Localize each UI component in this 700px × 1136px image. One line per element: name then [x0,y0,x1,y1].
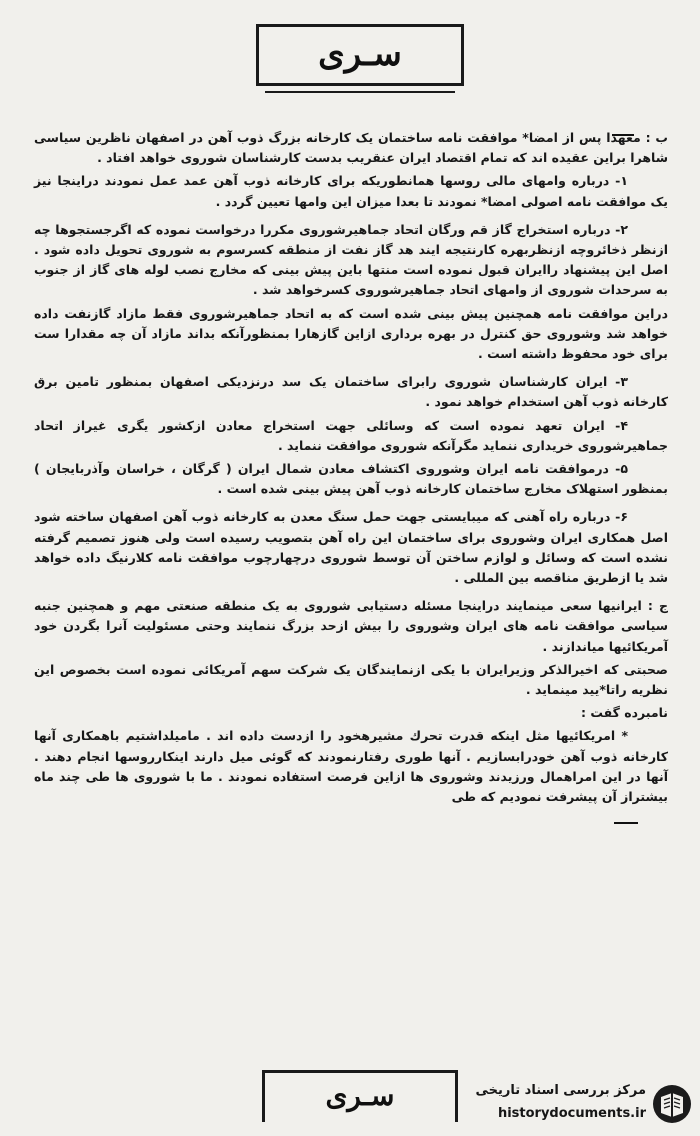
archive-logo [475,1080,692,1128]
paragraph-minister-talk: صحبتی که اخیرالذکر وزیرایران با یکی ازنمایندگان یک شرکت سهم آمریکائی نموده است بخصوص این نظریه راتا*یید مینماید . [34,661,668,698]
paragraph-item-4: ۴- ایران تعهد نموده است که وسائلی جهت استخراج معادن ازکشور یگری غیراز اتحاد جماهیرشوروی خریداری ننماید مگرآنکه شوروی موافقت ننماید . [34,417,668,453]
paragraph-he-said: نامبرده گفت : [581,705,668,721]
document-body [34,128,668,810]
underline-mark-j [614,822,638,824]
paragraph-item-3: ۳- ایران کارشناسان شوروی رابرای ساختمان یک سد درنزدیکی اصفهان بمنظور تامین برق کارخانه ذوب آهن استخدام خواهد نمود . [34,374,668,410]
paragraph-item-1: ۱- درباره وامهای مالی روسها همانطوریکه برای کارخانه ذوب آهن عمد عمل نمودند دراینجا نیز یک موافقت نامه اصولی امضا* نمودند تا بعدا میزان این وامها تعیین گردد . [34,173,668,209]
paragraph-item-2-cont: دراین موافقت نامه همچنین پیش بینی شده است که به اتحاد جماهیرشوروی فقط مازاد گازنفت داده خواهد شد وشوروی حق کنترل در بهره برداری ازاین گازهارا بمنظورآنکه بداند مازاد آن چه مقدارا ست برای خود محفوظ داشته است . [34,305,668,362]
paragraph-j: ج : ایرانیها سعی مینمایند دراینجا مسئله دستیابی شوروی به یک منطقه صنعتی مهم و همچنین جنبه سیاسی موافقت نامه های ایران وشوروی را بیش ازحد بزرگ ننمایند وحتی مسئولیت آنرا بگردن خود آمریکائیها میاندازند . [34,598,668,654]
paragraph-item-2: ۲- درباره استخراج گاز قم ورگان اتحاد جماهیرشوروی مکررا درخواست نموده که اگرجستجوها چه ازنظر ذخائروچه ازنظربهره کارنتیجه ایند هد گاز نفت از منطقه کسرسوم به شوروی تحویل داده شود . اصل این پیشنهاد راایران قبول نموده است منتها باین پیش بینی که مخارج نصب لوله های گاز از جنوب به سرحدات شوروی از وامهای اتحاد جماهیرشوروی کسرخواهد شد . [34,221,668,298]
paragraph-item-6: ۶- درباره راه آهنی که میبایستی جهت حمل سنگ معدن به کارخانه ذوب آهن اصفهان ساخته شود اصل همکاری ایران وشوروی برای ساختمان این راه آهن بتصویب رسیده است ولی هنوز تصمیم گرفته نشده است که وسائل و لوازم ساختن آن توسط شوروی درچهارچوب موافقت نامه کلارنیگ داده خواهد شد یا ازطریق مناقصه بین المللی . [34,509,668,586]
archive-logo-title: مرکز بررسی اسناد تاریخی [475,1083,646,1098]
archive-book-icon [652,1084,692,1124]
paragraph-quote: * امریکائیها مثل اینکه قدرت تحرك مشیرهخود را ازدست داده اند . ماميلداشتيم باهمکاری آنها کارخانه ذوب آهن خودرابسازیم . آنها طوری رفتارنمودند که گوئی میل دارند اینکارروسها انجام دهند . آنها در این امراهمال ورزیدند وشوروی ها ازاین فرصت استفاده نمودند . ما با شوروی ها طی چند ماه بیشتراز آن پیشرفت نمودیم که طی [34,728,668,805]
secret-stamp-top: سـری [256,24,464,86]
archive-logo-site: historydocuments.ir [497,1106,646,1121]
secret-stamp-bottom: سـری [262,1070,458,1122]
paragraph-item-5: ۵- درموافقت نامه ایران وشوروی اکتشاف معادن شمال ایران ( گرگان ، خراسان وآذربایجان ) بمنظور استهلاک مخارج ساختمان کارخانه ذوب آهن پیش بینی شده است . [34,461,668,497]
paragraph-b: ب : معهذا پس از امضا* موافقت نامه ساختمان یک کارخانه بزرگ ذوب آهن در اصفهان ناظرین سیاسی شاهرا براین عقیده اند که تمام اقتصاد ایران عنقریب بدست کارشناسان شوروی خواهد افتاد . [34,130,668,166]
